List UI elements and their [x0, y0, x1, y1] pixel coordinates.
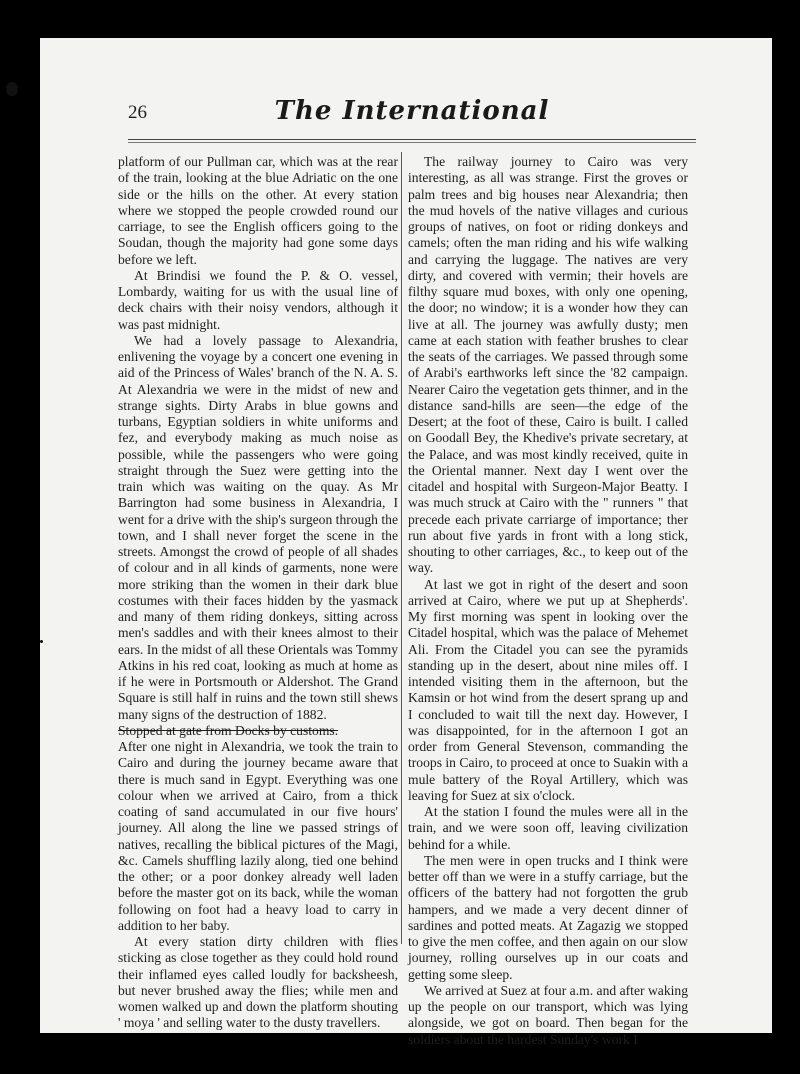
paragraph: At the station I found the mules were all in the train, and we were soon off, leaving civilization behind for a while.: [408, 804, 688, 852]
paragraph: platform of our Pullman car, which was at the rear of the train, looking at the blue Adriatic on the one side or the hills on the other. At every station where we stopped the people crowded round our carriage, to see the English officers going to the Soudan, though the majority had gone some days before we left.: [118, 154, 398, 267]
paragraph: At every station dirty children with flies sticking as close together as they could hold round their inflamed eyes called loudly for backsheesh, but never brushed away the flies; while men and women walked up and down the platform shouting ' moya ' and selling water to the dusty travellers.: [118, 934, 398, 1031]
scan-speck: [40, 640, 43, 643]
paragraph: At Brindisi we found the P. & O. vessel, Lombardy, waiting for us with the usual line of deck chairs with their noisy vendors, although it was past midnight.: [118, 267, 398, 332]
paragraph: The railway journey to Cairo was very interesting, as all was strange. First the groves or palm trees and big houses near Alexandria; then the mud hovels of the native villages and curious groups of natives, on foot or riding donkeys and camels; often the man riding and his wife walking and carrying the luggage. The natives are very dirty, and covered with vermin; their hovels are filthy square mud boxes, with only one opening, the door; no window; it is a wonder how they can live at all. The journey was awfully dusty; men came at each station with feather brushes to clear the seats of the carriages. We passed through some of Arabi's earthworks left since the '82 campaign. Nearer Cairo the vegetation gets thinner, and in the distance sand-hills are seen—the edge of the Desert; at the foot of these, Cairo is built. I called on Goodall Bey, the Khedive's private secretary, at the Palace, and was most kindly received, quite in the Oriental manner. Next day I went over the citadel and hospital with Surgeon-Major Beatty. I was much struck at Cairo with the " runners " that precede each private carriarge of importance; ther run about five yards in front with a long stick, shouting to other carriages, &c., to keep out of the way.: [408, 154, 688, 576]
column-separator: [401, 152, 402, 944]
struck-annotation: [118, 723, 398, 739]
page-header: [128, 96, 696, 132]
paragraph: The men were in open trucks and I think were better off than we were in a stuffy carriage, but the officers of the battery had not forgotten the grub hampers, and we made a very decent dinner of sardines and potted meats. At Zagazig we stopped to give the men coffee, and then again on our slow journey, rolling ourselves up in our coats and getting some sleep.: [408, 852, 688, 982]
header-rule-thin: [128, 142, 696, 143]
page-number: 26: [128, 102, 147, 123]
right-column: [408, 154, 688, 1048]
struck-text: Stopped at gate from Docks by customs.: [118, 722, 339, 738]
paragraph: We arrived at Suez at four a.m. and after waking up the people on our transport, which was lying alongside, we got on board. Then began for the soldiers about the hardest Sunday's work I: [408, 982, 688, 1047]
masthead-title: The International: [274, 96, 550, 126]
paragraph: We had a lovely passage to Alexandria, enlivening the voyage by a concert one evening in aid of the Princess of Wales' branch of the N. A. S. At Alexandria we were in the midst of new and strange sights. Dirty Arabs in blue gowns and turbans, Egyptian soldiers in white uniforms and fez, and everybody making as much noise as possible, while the passengers who were going straight through the Suez were getting into the train which was waiting on the quay. As Mr Barrington had some business in Alexandria, I went for a drive with the ship's surgeon through the town, and I shall never forget the scene in the streets. Amongst the crowd of people of all shades of colour and in all kinds of garments, none were more striking than the women in their dark blue costumes with their faces hidden by the yasmack and many of them riding donkeys, sitting across men's saddles and with their knees almost to their ears. In the midst of all these Orientals was Tommy Atkins in his red coat, looking as much at home as if he were in Portsmouth or Aldershot. The Grand Square is still half in ruins and the town still shews many signs of the destruction of 1882.: [118, 332, 398, 722]
punch-hole-mark: [6, 82, 18, 96]
left-column: [118, 154, 398, 1032]
paragraph: After one night in Alexandria, we took the train to Cairo and during the journey became aware that there is much sand in Egypt. Everything was one colour when we arrived at Cairo, from a thick coating of sand accumulated in our five hours' journey. All along the line we passed strings of natives, recalling the biblical pictures of the Magi, &c. Camels shuffling lazily along, tied one behind the other; or a poor donkey already well laden before the master got on its back, while the woman following on foot had a heavy load to carry in addition to her baby.: [118, 739, 398, 933]
paragraph: At last we got in right of the desert and soon arrived at Cairo, where we put up at Shepherds'. My first morning was spent in looking over the Citadel hospital, which was the palace of Mehemet Ali. From the Citadel you can see the pyramids standing up in the desert, about nine miles off. I intended visiting them in the afternoon, but the Kamsin or hot wind from the desert sprang up and I concluded to wait till the next day. However, I was disappointed, for in the afternoon I got an order from General Stevenson, commanding the troops in Cairo, to proceed at once to Suakin with a mule battery of the Royal Artillery, which was leaving for Suez at six o'clock.: [408, 576, 688, 803]
header-rule: [128, 139, 696, 140]
